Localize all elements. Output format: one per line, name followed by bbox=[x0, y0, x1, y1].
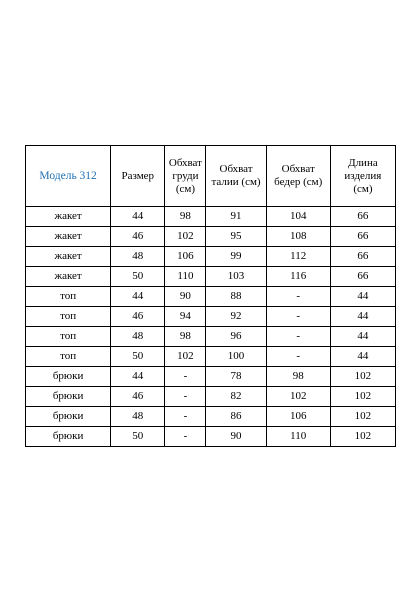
cell-waist: 95 bbox=[206, 227, 266, 247]
cell-hips: 108 bbox=[266, 227, 330, 247]
cell-length: 66 bbox=[330, 267, 395, 287]
cell-size: 46 bbox=[111, 227, 165, 247]
cell-size: 44 bbox=[111, 207, 165, 227]
cell-waist: 88 bbox=[206, 287, 266, 307]
cell-hips: 98 bbox=[266, 367, 330, 387]
cell-length: 102 bbox=[330, 407, 395, 427]
cell-item: брюки bbox=[26, 407, 111, 427]
cell-item: брюки bbox=[26, 427, 111, 447]
cell-chest: 98 bbox=[165, 327, 206, 347]
cell-chest: - bbox=[165, 427, 206, 447]
cell-hips: - bbox=[266, 307, 330, 327]
cell-item: жакет bbox=[26, 247, 111, 267]
cell-size: 48 bbox=[111, 407, 165, 427]
cell-length: 44 bbox=[330, 327, 395, 347]
cell-size: 50 bbox=[111, 347, 165, 367]
cell-length: 44 bbox=[330, 347, 395, 367]
cell-length: 44 bbox=[330, 307, 395, 327]
cell-item: жакет bbox=[26, 267, 111, 287]
header-waist bbox=[206, 146, 266, 207]
model-title: Модель 312 bbox=[26, 146, 111, 207]
table-row bbox=[26, 207, 396, 227]
cell-hips: 104 bbox=[266, 207, 330, 227]
cell-item: брюки bbox=[26, 367, 111, 387]
cell-item: брюки bbox=[26, 387, 111, 407]
cell-waist: 96 bbox=[206, 327, 266, 347]
table-row bbox=[26, 327, 396, 347]
table-row bbox=[26, 247, 396, 267]
cell-chest: - bbox=[165, 367, 206, 387]
table-row bbox=[26, 227, 396, 247]
cell-hips: - bbox=[266, 327, 330, 347]
table-header bbox=[26, 146, 396, 207]
table-row bbox=[26, 267, 396, 287]
cell-length: 102 bbox=[330, 387, 395, 407]
cell-waist: 92 bbox=[206, 307, 266, 327]
cell-size: 46 bbox=[111, 387, 165, 407]
cell-waist: 100 bbox=[206, 347, 266, 367]
header-length-line: Длина bbox=[348, 156, 378, 169]
cell-chest: 110 bbox=[165, 267, 206, 287]
header-size: Размер bbox=[111, 146, 165, 207]
cell-chest: 90 bbox=[165, 287, 206, 307]
cell-size: 48 bbox=[111, 327, 165, 347]
header-waist-line: Обхват bbox=[219, 163, 253, 175]
cell-length: 102 bbox=[330, 427, 395, 447]
cell-waist: 86 bbox=[206, 407, 266, 427]
cell-hips: 102 bbox=[266, 387, 330, 407]
cell-waist: 91 bbox=[206, 207, 266, 227]
cell-item: топ bbox=[26, 307, 111, 327]
cell-item: жакет bbox=[26, 207, 111, 227]
header-chest-line: Обхват bbox=[168, 156, 202, 169]
cell-size: 44 bbox=[111, 287, 165, 307]
cell-length: 66 bbox=[330, 227, 395, 247]
table-row bbox=[26, 367, 396, 387]
cell-size: 50 bbox=[111, 427, 165, 447]
cell-chest: 98 bbox=[165, 207, 206, 227]
cell-waist: 103 bbox=[206, 267, 266, 287]
cell-chest: - bbox=[165, 387, 206, 407]
header-waist-line: талии (см) bbox=[211, 176, 261, 188]
cell-waist: 90 bbox=[206, 427, 266, 447]
cell-item: жакет bbox=[26, 227, 111, 247]
cell-hips: 116 bbox=[266, 267, 330, 287]
table-row bbox=[26, 387, 396, 407]
cell-chest: 102 bbox=[165, 347, 206, 367]
cell-hips: 106 bbox=[266, 407, 330, 427]
cell-item: топ bbox=[26, 287, 111, 307]
cell-chest: 106 bbox=[165, 247, 206, 267]
cell-hips: - bbox=[266, 347, 330, 367]
cell-length: 66 bbox=[330, 247, 395, 267]
size-chart-table bbox=[25, 145, 396, 447]
header-chest-line: (см) bbox=[175, 182, 195, 195]
cell-chest: - bbox=[165, 407, 206, 427]
cell-size: 48 bbox=[111, 247, 165, 267]
cell-waist: 99 bbox=[206, 247, 266, 267]
cell-size: 44 bbox=[111, 367, 165, 387]
cell-hips: 110 bbox=[266, 427, 330, 447]
header-row bbox=[26, 146, 396, 207]
header-hips-line: Обхват bbox=[281, 163, 315, 175]
table-row bbox=[26, 427, 396, 447]
cell-waist: 78 bbox=[206, 367, 266, 387]
cell-length: 44 bbox=[330, 287, 395, 307]
cell-chest: 102 bbox=[165, 227, 206, 247]
cell-length: 102 bbox=[330, 367, 395, 387]
table-row bbox=[26, 407, 396, 427]
table-row bbox=[26, 287, 396, 307]
cell-length: 66 bbox=[330, 207, 395, 227]
cell-size: 50 bbox=[111, 267, 165, 287]
header-chest bbox=[165, 146, 206, 207]
header-length-line: изделия bbox=[344, 169, 382, 182]
table-row bbox=[26, 347, 396, 367]
header-hips bbox=[266, 146, 330, 207]
cell-item: топ bbox=[26, 347, 111, 367]
header-hips-line: бедер (см) bbox=[274, 176, 323, 188]
table-row bbox=[26, 307, 396, 327]
cell-waist: 82 bbox=[206, 387, 266, 407]
cell-hips: - bbox=[266, 287, 330, 307]
cell-hips: 112 bbox=[266, 247, 330, 267]
cell-size: 46 bbox=[111, 307, 165, 327]
header-chest-line: груди bbox=[172, 169, 199, 182]
table-body bbox=[26, 207, 396, 447]
cell-item: топ bbox=[26, 327, 111, 347]
header-length bbox=[330, 146, 395, 207]
header-length-line: (см) bbox=[353, 182, 373, 195]
cell-chest: 94 bbox=[165, 307, 206, 327]
